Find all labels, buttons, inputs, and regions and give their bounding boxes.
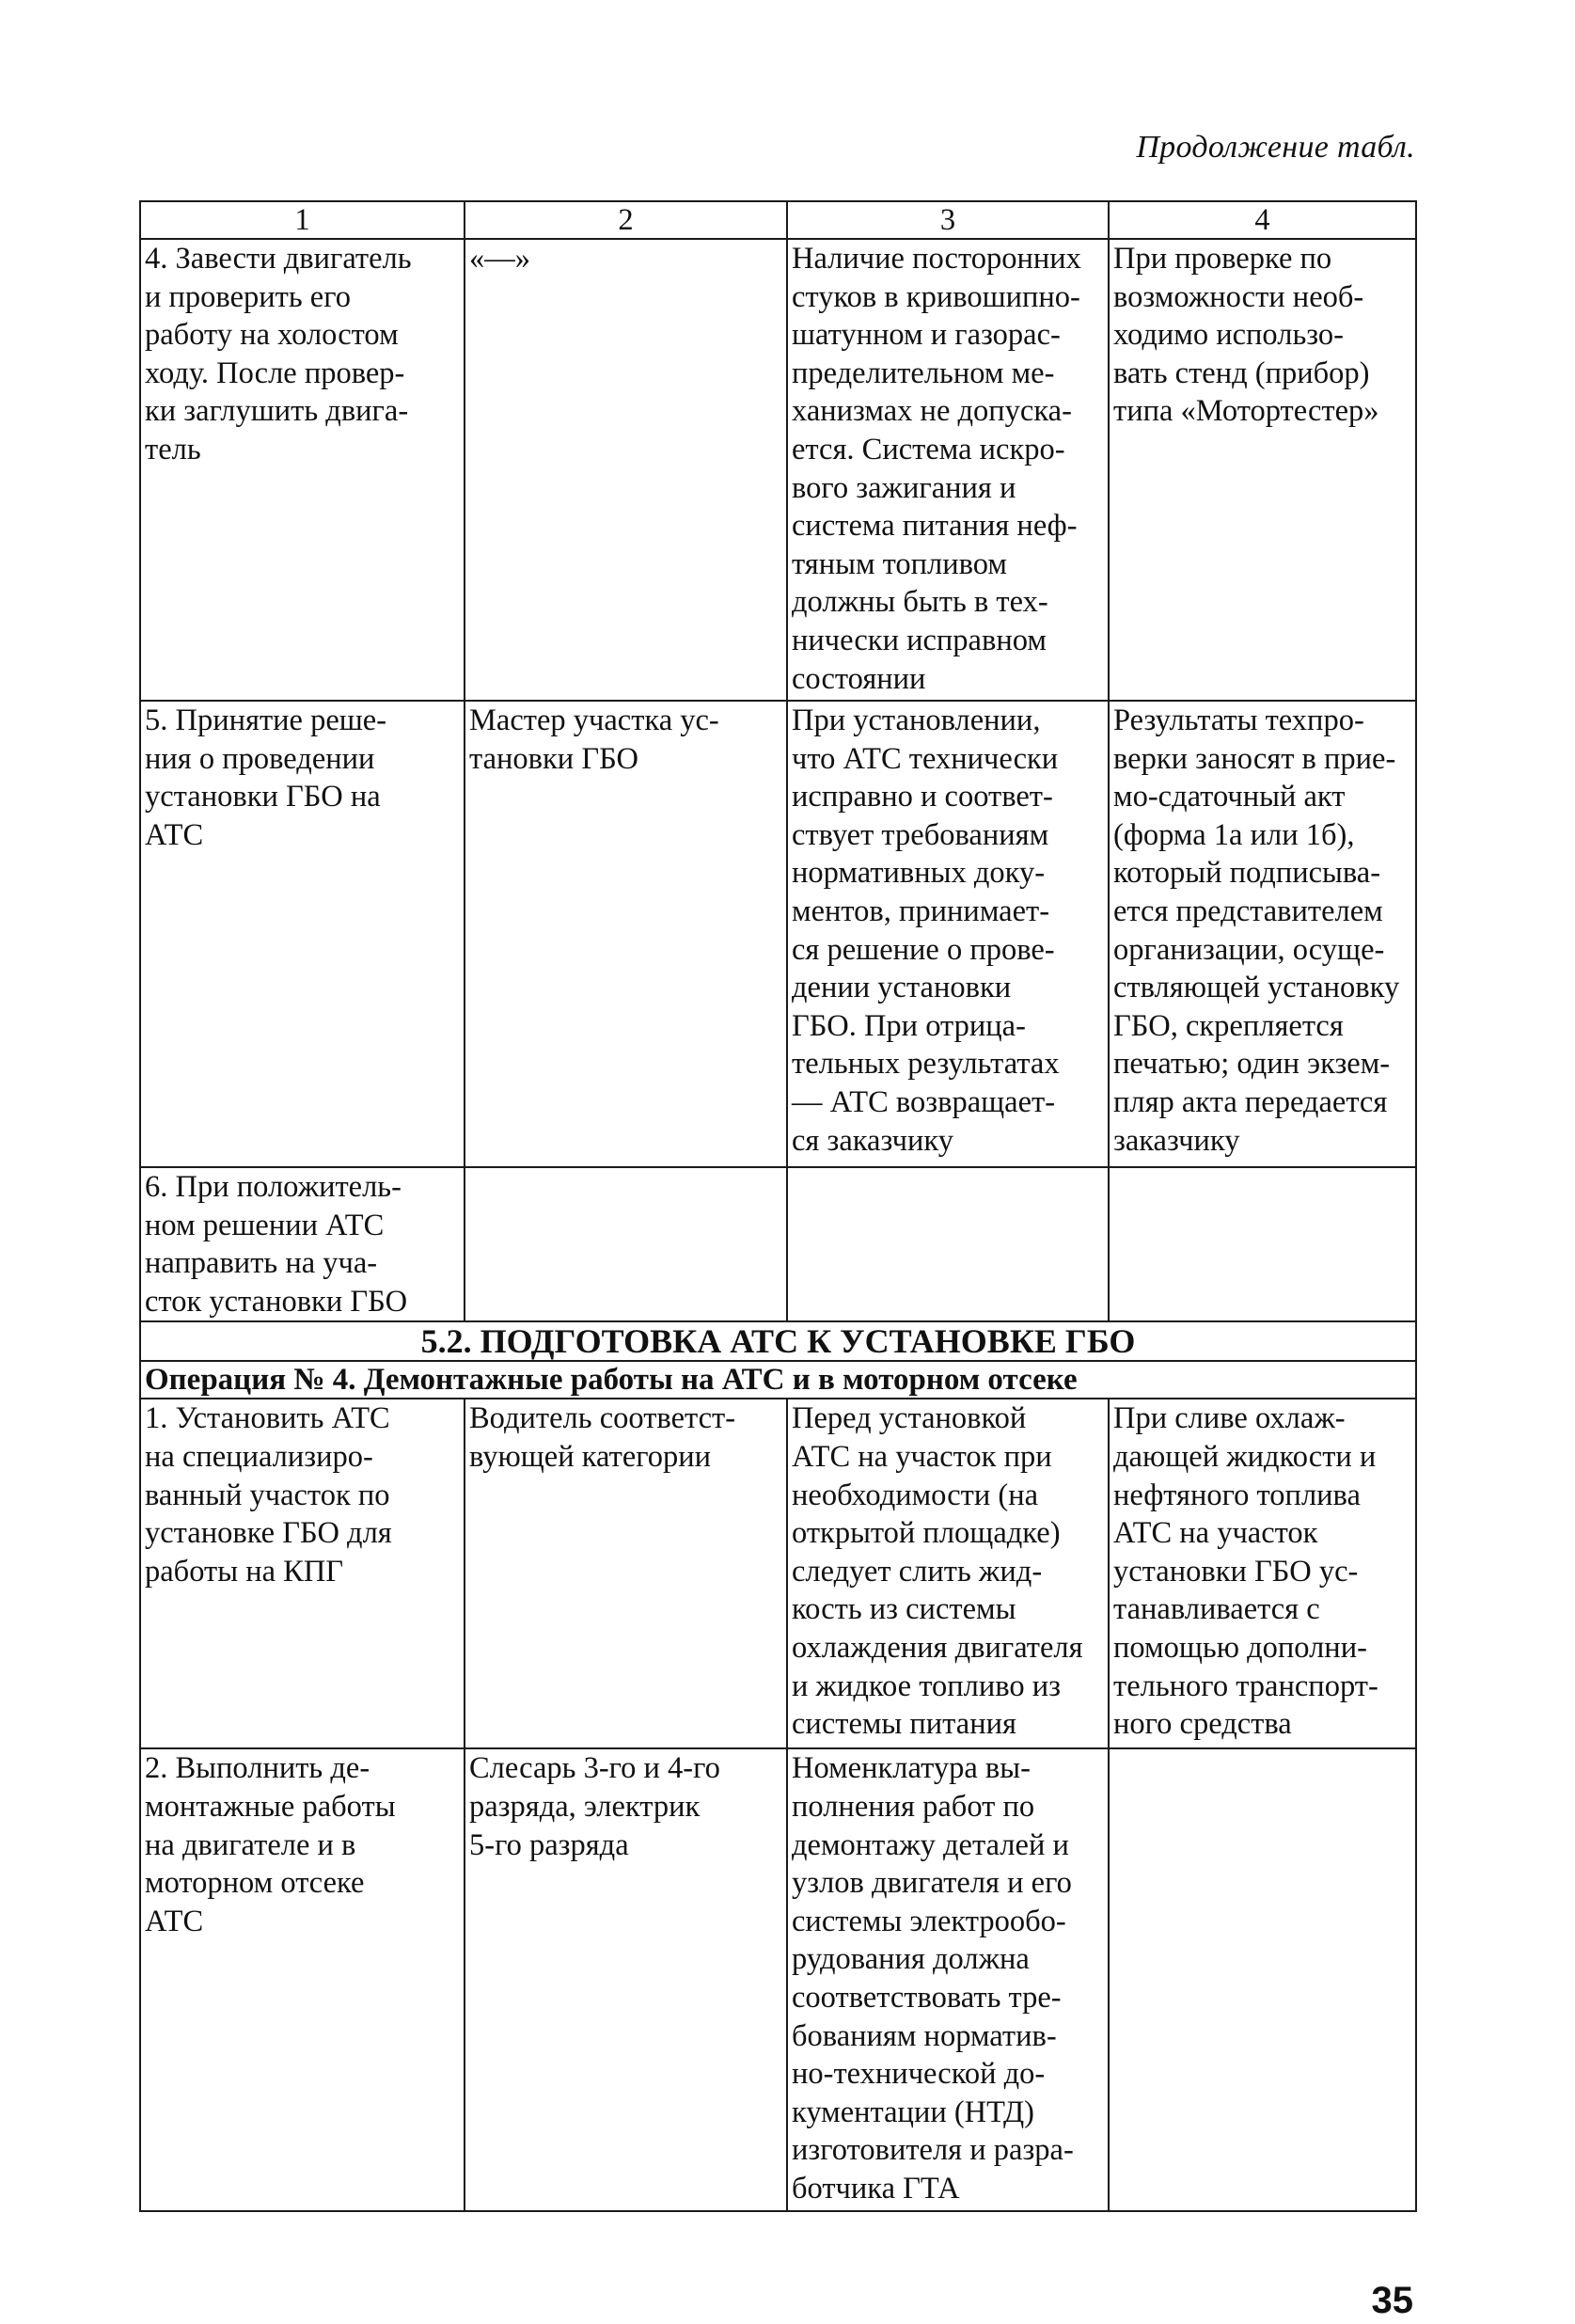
table-cell: 2. Выполнить де- монтажные работы на двигателе и в моторном отсеке АТС: [140, 1748, 465, 2211]
table-cell: 5. Принятие реше- ния о проведении установки ГБО на АТС: [140, 701, 465, 1167]
table-cell: [1109, 1748, 1416, 2211]
section-title-row: [140, 1321, 1416, 1361]
table-cell: Слесарь 3-го и 4-го разряда, электрик 5-го разряда: [465, 1748, 787, 2211]
column-number: 3: [787, 201, 1109, 239]
table-cell: Наличие посторонних стуков в кривошипно- шатунном и газорас- пределительном ме- ханизмах не допуска- ется. Система искро- вого зажигания и система питания неф- тяным топливом должны быть в тех- нически исправном состоянии: [787, 239, 1109, 701]
table-cell: Мастер участка ус- тановки ГБО: [465, 701, 787, 1167]
table-cell: При проверке по возможности необ- ходимо использо- вать стенд (прибор) типа «Мотортестер»: [1109, 239, 1416, 701]
table-cell: При установлении, что АТС технически исправно и соответ- ствует требованиям нормативных доку- ментов, принимает- ся решение о прове- дении установки ГБО. При отрица- тельных результатах — АТС возвращает- ся заказчику: [787, 701, 1109, 1167]
table-row: [140, 1748, 1416, 2211]
section-title: 5.2. ПОДГОТОВКА АТС К УСТАНОВКЕ ГБО: [140, 1321, 1416, 1361]
operation-title-row: [140, 1361, 1416, 1399]
page-number: 35: [1371, 2280, 1413, 2321]
table-cell: 6. При положитель- ном решении АТС направить на уча- сток установки ГБО: [140, 1167, 465, 1321]
column-number: 2: [465, 201, 787, 239]
table-cell: [1109, 1167, 1416, 1321]
table-row: [140, 1399, 1416, 1748]
table-cell: 4. Завести двигатель и проверить его работу на холостом ходу. После провер- ки заглушить двига- тель: [140, 239, 465, 701]
table-row: [140, 239, 1416, 701]
operation-title: Операция № 4. Демонтажные работы на АТС и в моторном отсеке: [140, 1361, 1416, 1399]
data-table: [139, 200, 1417, 2212]
table-row: [140, 1167, 1416, 1321]
column-number-row: [140, 201, 1416, 239]
table-row: [140, 701, 1416, 1167]
table-cell: Перед установкой АТС на участок при необходимости (на открытой площадке) следует слить жид- кость из системы охлаждения двигателя и жидкое топливо из системы питания: [787, 1399, 1109, 1748]
column-number: 1: [140, 201, 465, 239]
table-cell: Номенклатура вы- полнения работ по демонтажу деталей и узлов двигателя и его системы электрообо- рудования должна соответствовать тре- бованиям норматив- но-технической до- кументации (НТД) изготовителя и разра- ботчика ГТА: [787, 1748, 1109, 2211]
table-cell: Водитель соответст- вующей категории: [465, 1399, 787, 1748]
table-cell: «—»: [465, 239, 787, 701]
table-cell: [465, 1167, 787, 1321]
table-cell: Результаты техпро- верки заносят в прие- мо-сдаточный акт (форма 1а или 1б), который подписыва- ется представителем организации, осуще- ствляющей установку ГБО, скрепляется печатью; один экзем- пляр акта передается заказчику: [1109, 701, 1416, 1167]
column-number: 4: [1109, 201, 1416, 239]
table-cell: [787, 1167, 1109, 1321]
table-cell: 1. Установить АТС на специализиро- ванный участок по установке ГБО для работы на КПГ: [140, 1399, 465, 1748]
table-continuation-label: Продолжение табл.: [1136, 130, 1415, 165]
table-cell: При сливе охлаж- дающей жидкости и нефтяного топлива АТС на участок установки ГБО ус- танавливается с помощью дополни- тельного транспорт- ного средства: [1109, 1399, 1416, 1748]
